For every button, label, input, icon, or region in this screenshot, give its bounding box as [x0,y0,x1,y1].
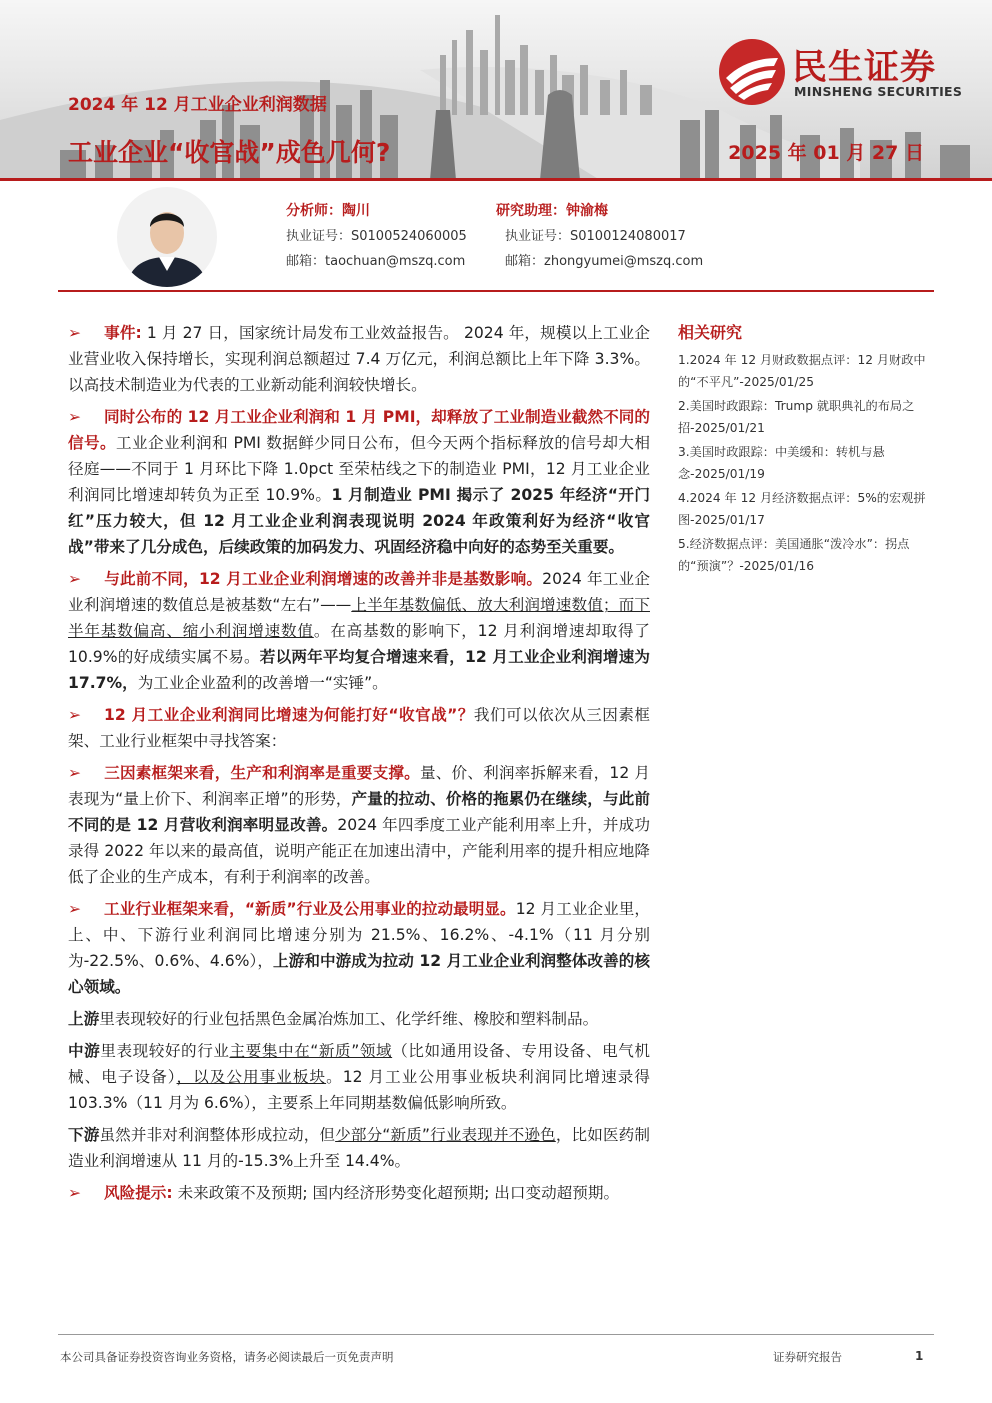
footer-disclaimer: 本公司具备证券投资咨询业务资格，请务必阅读最后一页免责声明 [60,1350,394,1364]
bullet-arrow-icon: ➢ [68,1184,82,1202]
related-item[interactable]: 3.美国时政跟踪：中美缓和：转机与悬念-2025/01/19 [678,445,885,481]
bullet-arrow-icon: ➢ [68,900,82,918]
assistant-name: 研究助理：钟渝梅 [496,203,608,219]
related-research [678,320,926,579]
analyst-email[interactable]: 邮箱：taochuan@mszq.com [286,254,466,269]
header-banner [0,0,992,180]
report-body [68,320,650,1212]
paragraph-upstream: 上游里表现较好的行业包括黑色金属冶炼加工、化学纤维、橡胶和塑料制品。 [68,1010,599,1028]
related-item[interactable]: 4.2024 年 12 月经济数据点评：5%的宏观拼图-2025/01/17 [678,491,926,527]
related-item[interactable]: 2.美国时政跟踪：Trump 就职典礼的布局之招-2025/01/21 [678,399,915,435]
paragraph-industry: ➢ 工业行业框架来看，“新质”行业及公用事业的拉动最明显。12 月工业企业里，上、中、下游行业利润同比增速分别为 21.5%、16.2%、-4.1%（11 月分别为-22.5%、0.6%、4.6%），上游和中游成为拉动 12 月工业企业利润整体改善的核心领域。 [68,896,650,1000]
related-item[interactable]: 5.经济数据点评：美国通胀“泼冷水”：拐点的“预演”？-2025/01/16 [678,537,910,573]
bullet-arrow-icon: ➢ [68,324,82,342]
report-date: 2025 年 01 月 27 日 [728,142,924,164]
bullet-arrow-icon: ➢ [68,764,82,782]
assistant-email[interactable]: 邮箱：zhongyumei@mszq.com [505,254,704,269]
paragraph-question: ➢ 12 月工业企业利润同比增速为何能打好“收官战”？我们可以依次从三因素框架、工业行业框架中寻找答案： [68,702,650,754]
footer-report-type: 证券研究报告 [773,1350,842,1364]
paragraph-risk: ➢ 风险提示: 未来政策不及预期; 国内经济形势变化超预期; 出口变动超预期。 [68,1180,650,1206]
paragraph-event: ➢ 事件: 1 月 27 日，国家统计局发布工业效益报告。 2024 年，规模以上工业企业营业收入保持增长，实现利润总额超过 7.4 万亿元，利润总额比上年下降 3.3%。以高技术制造业为代表的工业新动能利润较快增长。 [68,320,650,398]
paragraph-base-effect: ➢ 与此前不同，12 月工业企业利润增速的改善并非是基数影响。2024 年工业企业利润增速的数值总是被基数“左右”——上半年基数偏低、放大利润增速数值；而下半年基数偏高、缩小利润增速数值。在高基数的影响下，12 月利润增速却取得了 10.9%的好成绩实属不易。若以两年平均复合增速来看，12 月工业企业利润增速为 17.7%，为工业企业盈利的改善增一“实锤”。 [68,566,650,696]
bullet-arrow-icon: ➢ [68,706,82,724]
paragraph-signals: ➢ 同时公布的 12 月工业企业利润和 1 月 PMI，却释放了工业制造业截然不同的信号。工业企业利润和 PMI 数据鲜少同日公布，但今天两个指标释放的信号却大相径庭——不同于 1 月环比下降 1.0pct 至荣枯线之下的制造业 PMI，12 月工业企业利润同比增速却转负为正至 10.9%。1 月制造业 PMI 揭示了 2025 年经济“开门红”压力较大，但 12 月工业企业利润表现说明 2024 年政策利好为经济“收官战”带来了几分成色，后续政策的加码发力、巩固经济稳中向好的态势至关重要。 [68,404,650,560]
footer-divider [58,1334,934,1335]
page-number: 1 [915,1349,924,1363]
minsheng-logo-icon [718,38,786,106]
logo-chinese-name: 民生证券 [792,48,937,88]
minsheng-logo [718,38,968,106]
series-title: 2024 年 12 月工业企业利润数据 [68,95,327,115]
assistant-cert: 执业证号：S0100124080017 [505,229,686,244]
report-title: 工业企业“收官战”成色几何? [68,138,391,167]
logo-english-name: MINSHENG SECURITIES [794,84,963,99]
analyst-divider [58,290,934,292]
paragraph-three-factor: ➢ 三因素框架来看，生产和利润率是重要支撑。量、价、利润率拆解来看，12 月表现为“量上价下、利润率正增”的形势，产量的拉动、价格的拖累仍在继续，与此前不同的是 12 月营收利润率明显改善。2024 年四季度工业产能利用率上升，并成功录得 2022 年以来的最高值，说明产能正在加速出清中，产能利用率的提升相应地降低了企业的生产成本，有利于利润率的改善。 [68,760,650,890]
related-research-title: 相关研究 [678,323,743,342]
bullet-arrow-icon: ➢ [68,408,82,426]
bullet-arrow-icon: ➢ [68,570,82,588]
analyst-name: 分析师：陶川 [286,203,370,219]
related-item[interactable]: 1.2024 年 12 月财政数据点评：12 月财政中的“不平凡”-2025/01/25 [678,353,926,389]
banner-divider [0,178,992,181]
analyst-avatar [117,187,217,287]
analyst-cert: 执业证号：S0100524060005 [286,229,467,244]
paragraph-downstream: 下游虽然并非对利润整体形成拉动，但少部分“新质”行业表现并不逊色，比如医药制造业利润增速从 11 月的-15.3%上升至 14.4%。 [68,1126,650,1170]
paragraph-midstream: 中游里表现较好的行业主要集中在“新质”领域（比如通用设备、专用设备、电气机械、电子设备），以及公用事业板块。12 月工业公用事业板块利润同比增速录得 103.3%（11 月为 6.6%），主要系上年同期基数偏低影响所致。 [68,1042,650,1112]
